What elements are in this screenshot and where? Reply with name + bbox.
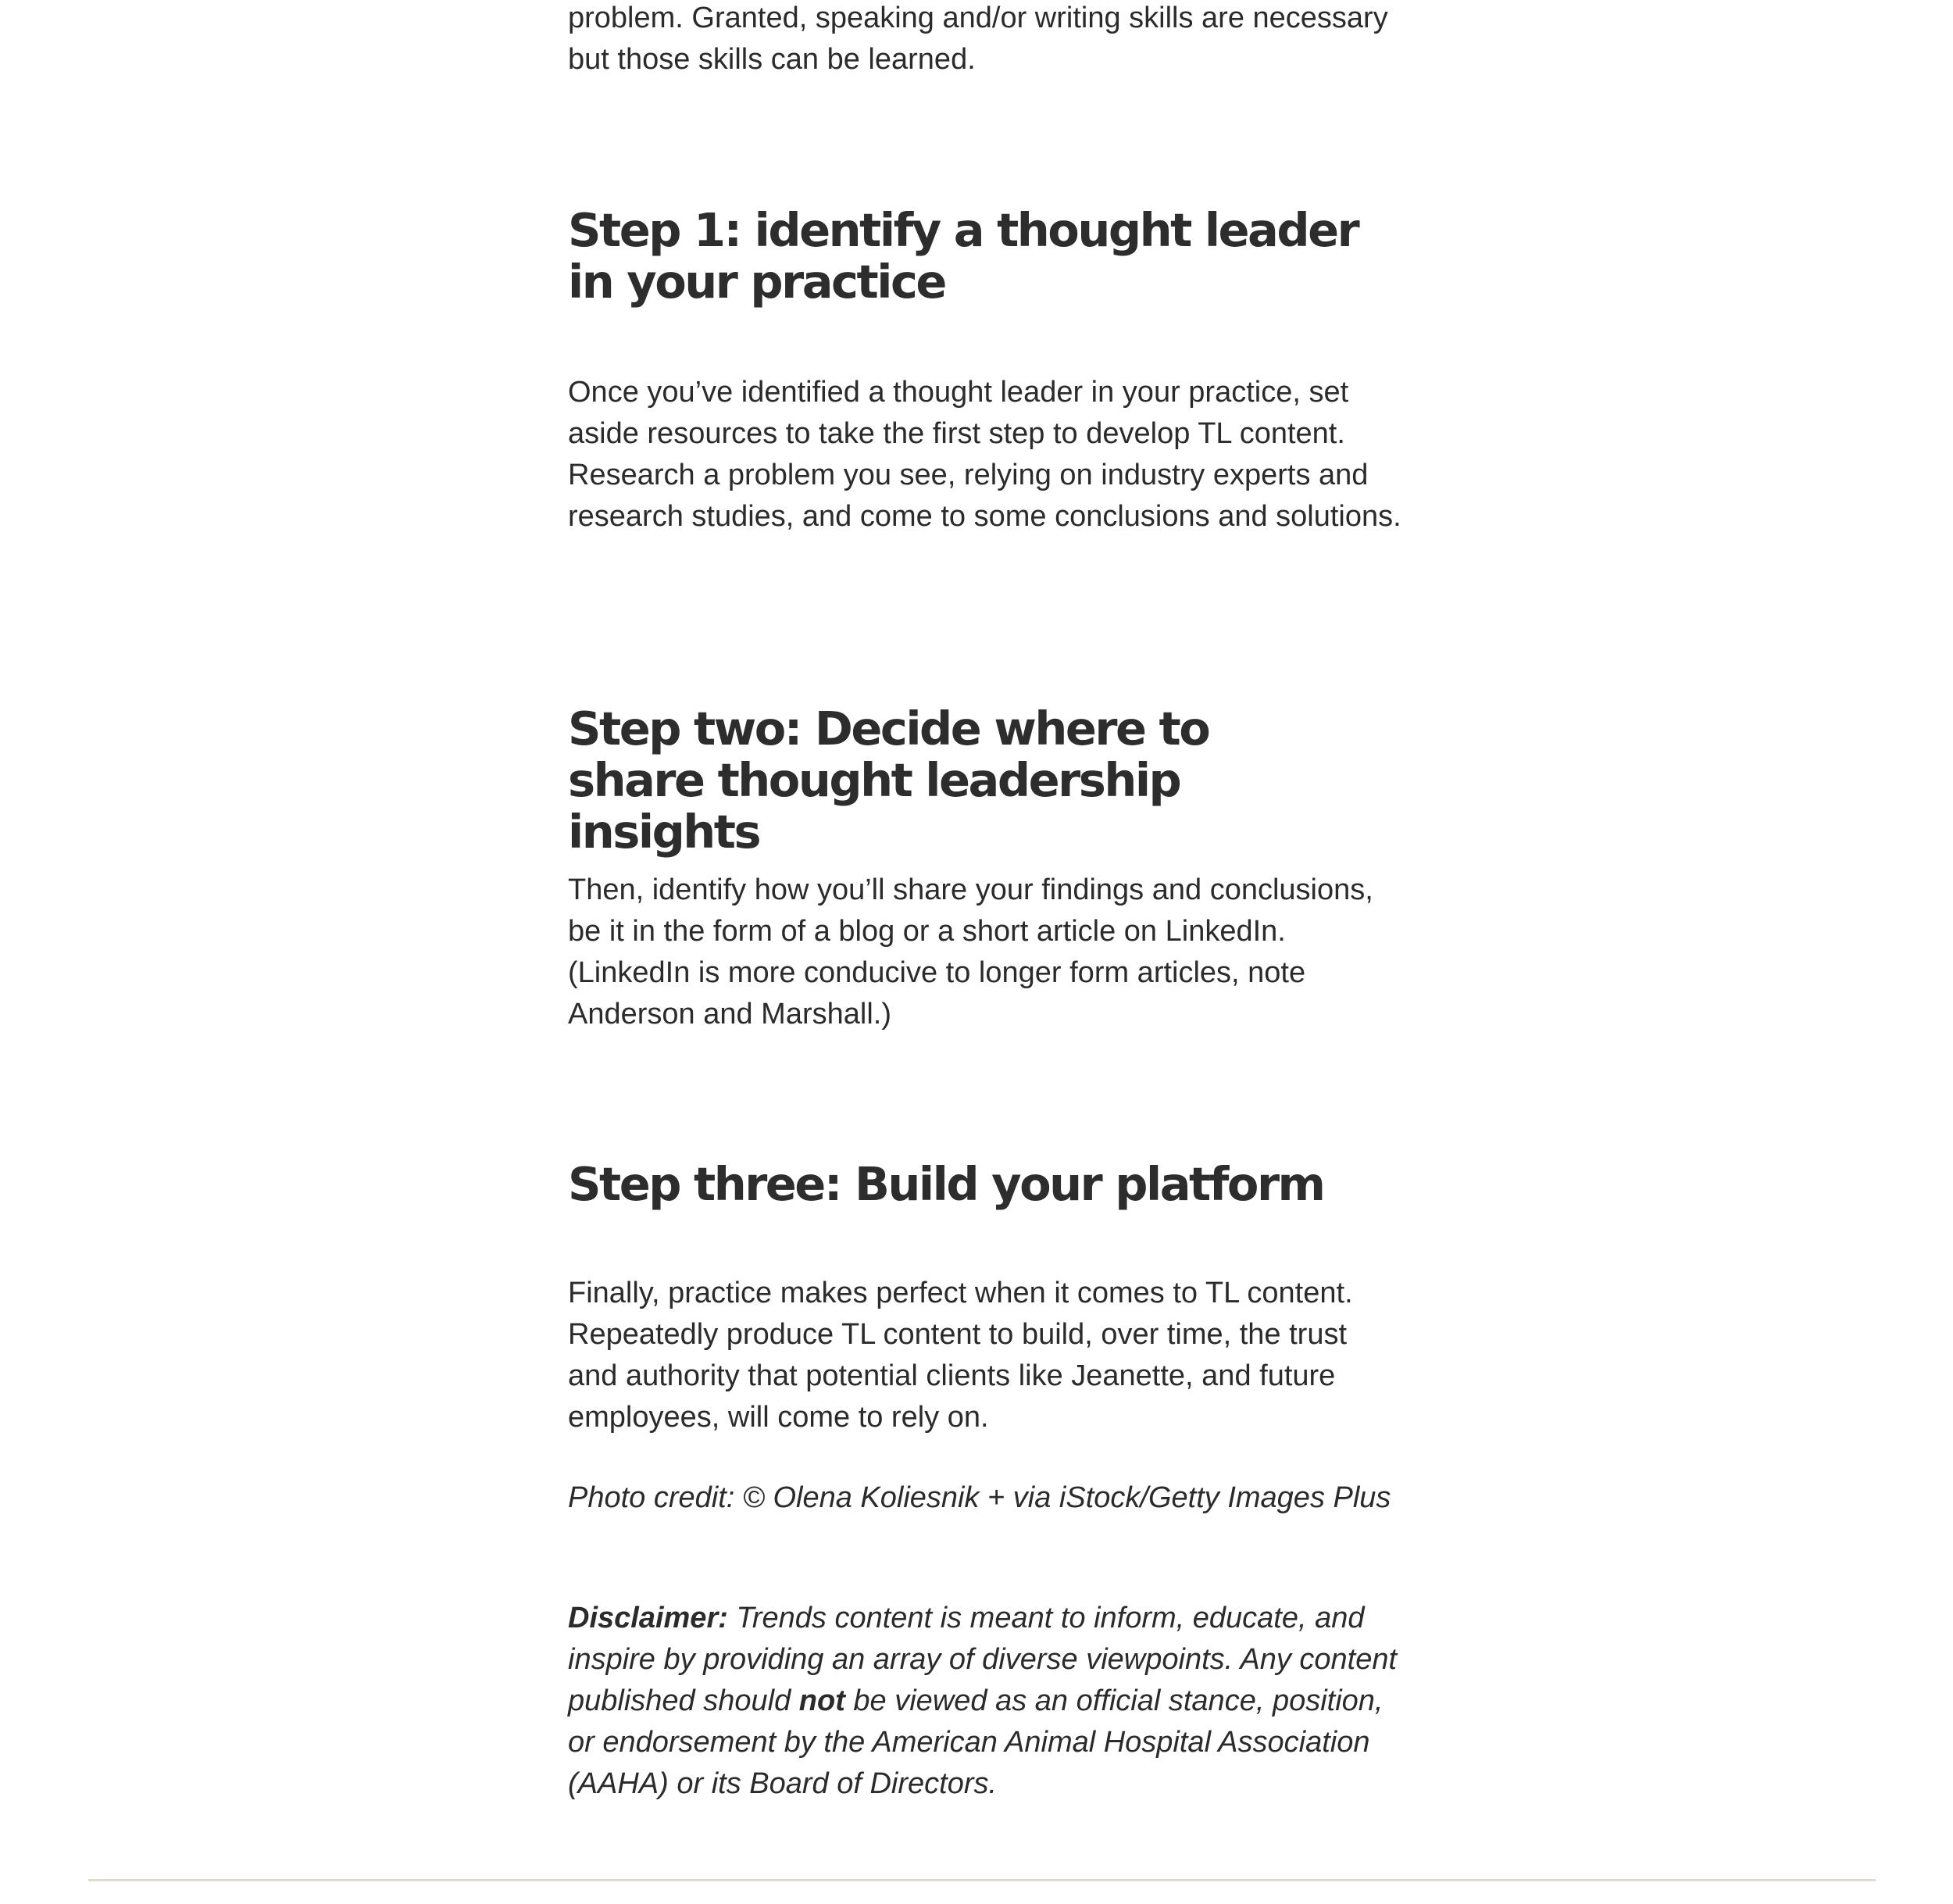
step2-paragraph: Then, identify how you’ll share your findings and conclusions, be it in the form of a blog or a short article on LinkedIn. (LinkedIn is more conducive to longer form articles, note Anderson and Marshall.) bbox=[568, 873, 1373, 1031]
disclaimer bbox=[568, 1598, 1404, 1805]
disclaimer-text-after: be viewed as an official stance, position, or endorsement by the American Animal Hospital Association (AAHA) or its Board of Directors. bbox=[568, 1684, 1384, 1800]
footer-divider bbox=[88, 1879, 1876, 1881]
step1-paragraph: Once you’ve identified a thought leader in your practice, set aside resources to take the first step to develop TL content. Research a problem you see, relying on industry experts and research studies, and come to some conclusions and solutions. bbox=[568, 376, 1401, 533]
disclaimer-label: Disclaimer: bbox=[568, 1602, 728, 1634]
intro-paragraph-tail: problem. Granted, speaking and/or writing skills are necessary but those skills can be learned. bbox=[568, 2, 1388, 76]
step1-heading: Step 1: identify a thought leader in your practice bbox=[568, 203, 1359, 309]
disclaimer-text-before: Trends content is meant to inform, educate, and inspire by providing an array of diverse viewpoints. Any content published should bbox=[568, 1602, 1398, 1717]
disclaimer-emphasis: not bbox=[798, 1684, 845, 1717]
step2-heading: Step two: Decide where to share thought leadership insights bbox=[568, 702, 1209, 859]
step3-paragraph: Finally, practice makes perfect when it comes to TL content. Repeatedly produce TL content to build, over time, the trust and authority that potential clients like Jeanette, and future employees, will come to rely on. bbox=[568, 1277, 1353, 1434]
photo-credit: Photo credit: © Olena Koliesnik + via iStock/Getty Images Plus bbox=[568, 1481, 1391, 1514]
step3-heading: Step three: Build your platform bbox=[568, 1157, 1324, 1211]
